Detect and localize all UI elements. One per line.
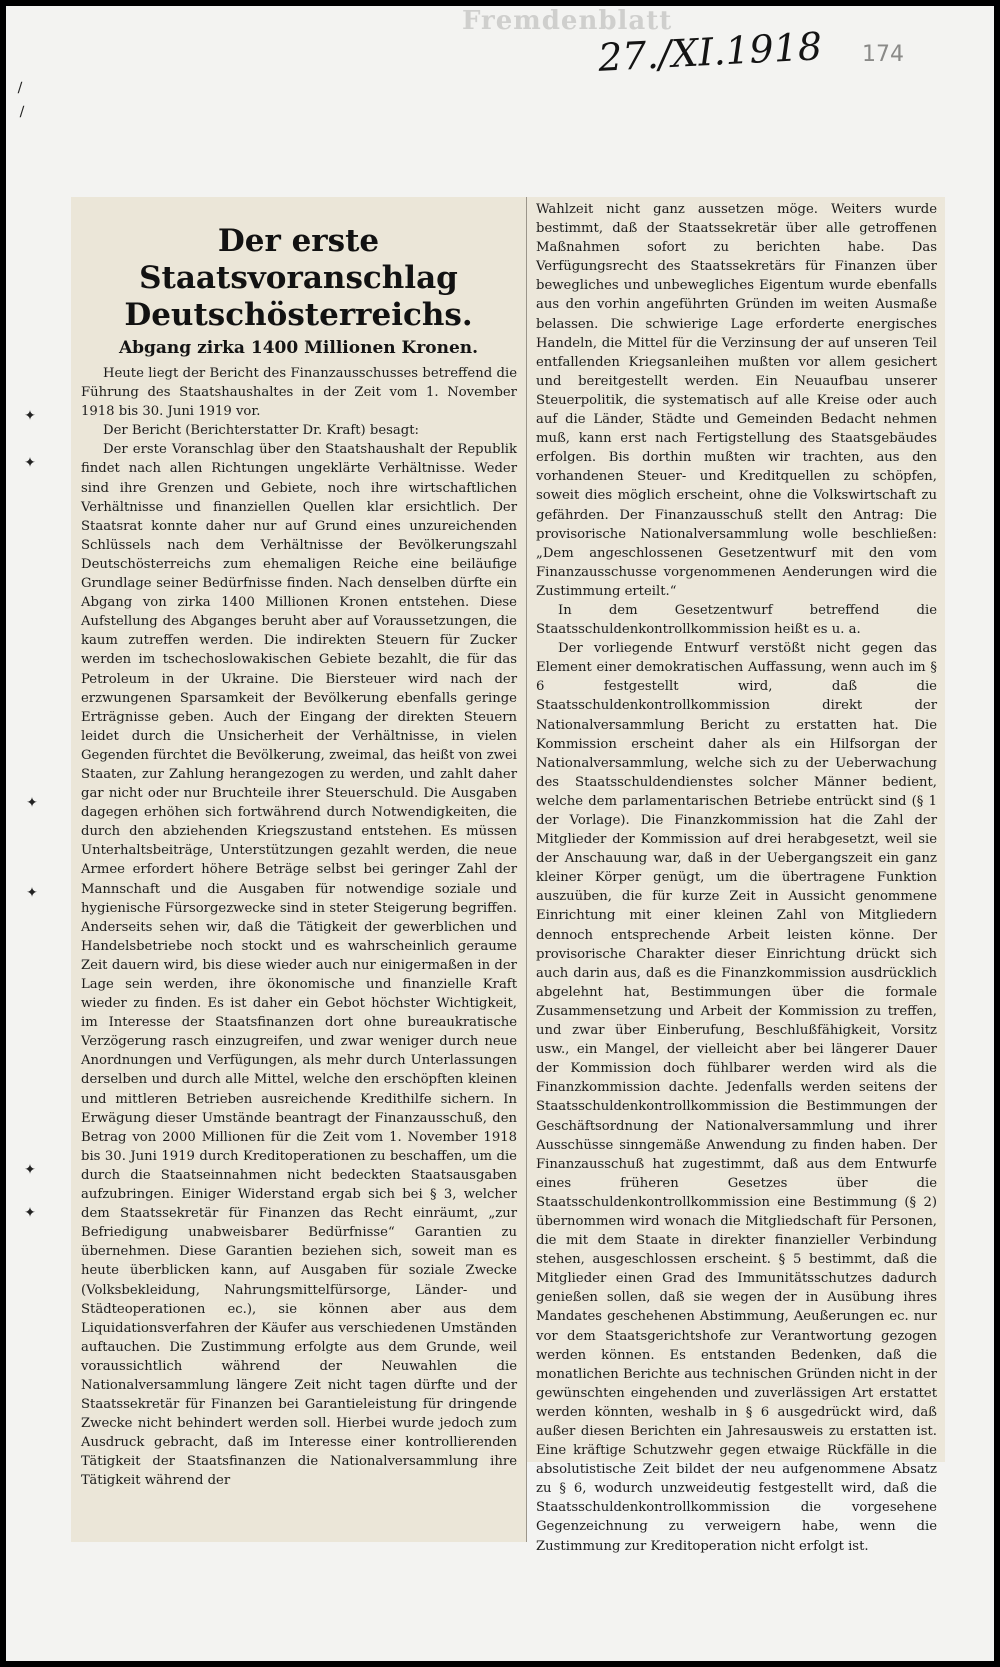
punch-mark-icon: ∕	[19, 104, 25, 120]
punch-mark-icon: ✦	[24, 455, 36, 471]
paragraph: Der erste Voranschlag über den Staatshaushalt der Republik findet nach allen Richtungen ungeklärte Verhältnisse. Weder sind ihre Grenzen und Gebiete, noch ihre wirtschaftlichen Verhältnisse und finanziellen Quellen klar ersichtlich. Der Staatsrat konnte daher nur auf Grund eines unzureichenden Schlüssels nach dem Verhältnisse der Bevölkerungszahl Deutschösterreichs zum ehemaligen Reiche eine beiläufige Grundlage seiner Bedürfnisse finden. Nach denselben dürfte ein Abgang von zirka 1400 Millionen Kronen entstehen. Diese Aufstellung des Abganges beruht aber auf Voraussetzungen, die kaum zutreffen werden. Die indirekten Steuern für Zucker werden im tschechoslowakischen Gebiete bezahlt, die für das Petroleum in der Ukraine. Die Biersteuer wird nach der erzwungenen Sparsamkeit der Bevölkerung ebenfalls geringe Erträgnisse geben. Auch der Eingang der direkten Steuern leidet durch die Unsicherheit der Verhältnisse, in vielen Gegenden fürchtet die Bevölkerung, zweimal, das heißt von zwei Staaten, zur Zahlung herangezogen zu werden, und zahlt daher gar nicht oder nur Bruchteile ihrer Steuerschuld. Die Ausgaben dagegen erhöhen sich fortwährend durch Notwendigkeiten, die durch den abziehenden Kriegszustand entstehen. Es müssen Unterhaltsbeiträge, Unterstützungen gezahlt werden, die neue Armee erfordert höhere Beträge selbst bei geringer Zahl der Mannschaft und die Ausgaben für notwendige soziale und hygienische Fürsorgezwecke sind in steter Steigerung begriffen. Anderseits sehen wir, daß die Tätigkeit der gewerblichen und Handelsbetriebe noch stockt und es wahrscheinlich geraume Zeit dauern wird, bis diese wieder auch nur einigermaßen in der Lage sein werden, ihre ökonomische und finanzielle Kraft wieder zu finden. Es ist daher ein Gebot höchster Wichtigkeit, im Interesse der Staatsfinanzen dort ohne bureaukratische Verzögerung rasch einzugreifen, und zwar weniger durch neue Anordnungen und Verfügungen, als mehr durch Unterlassungen derselben und durch alle Mittel, welche den erschöpften kleinen und mittleren Betrieben ausreichende Kredithilfe sichern. In Erwägung dieser Umstände beantragt der Finanzausschuß, den Betrag von 2000 Millionen für die Zeit vom 1. November 1918 bis 30. Juni 1919 durch Kreditoperationen zu beschaffen, um die durch die Staatseinnahmen nicht bedeckten Staatsausgaben aufzubringen. Einiger Widerstand ergab sich bei § 3, welcher dem Staatssekretär für Finanzen das Recht einräumt, „zur Befriedigung unabweisbarer Bedürfnisse“ Garantien zu übernehmen. Diese Garantien beziehen sich, soweit man es heute überblicken kann, auf Ausgaben für soziale Zwecke (Volksbekleidung, Nahrungsmittelfürsorge, Länder- und Städteoperationen ec.), sie können aber aus dem Liquidationsverfahren der Käufer aus verschiedenen Umständen auftauchen. Die Zustimmung erfolgte aus dem Grunde, weil voraussichtlich während der Neuwahlen die Nationalversammlung längere Zeit nicht tagen dürfte und der Staatssekretär für Finanzen bei Garantieleistung für dringende Zwecke nicht behindert werden soll. Hierbei wurde jedoch zum Ausdruck gebracht, daß im Interesse einer kontrollierenden Tätigkeit der Staatsfinanzen die Nationalversammlung ihre Tätigkeit während der	[81, 442, 517, 1489]
punch-mark-icon: ✦	[24, 408, 36, 424]
newspaper-clipping	[71, 197, 945, 1554]
punch-mark-icon: ∕	[17, 80, 23, 96]
paragraph: In dem Gesetzentwurf betreffend die Staatsschuldenkontrollkommission heißt es u. a.	[536, 602, 937, 638]
article-headline: Der erste Staatsvoranschlag Deutschösterreichs.	[124, 223, 473, 333]
newspaper-masthead: Fremdenblatt	[462, 6, 673, 36]
punch-mark-icon: ✦	[26, 885, 38, 901]
archive-page-number: 174	[862, 42, 904, 67]
punch-mark-icon: ✦	[24, 1162, 36, 1178]
punch-mark-icon: ✦	[26, 795, 38, 811]
paragraph: Der vorliegende Entwurf verstößt nicht gegen das Element einer demokratischen Auffassung, wenn auch im § 6 festgestellt wird, daß die Staatsschuldenkontrollkommission direkt der Nationalversammlung Bericht zu erstatten hat. Die Kommission erscheint daher als ein Hilfsorgan der Nationalversammlung, welche sich zu der Ueberwachung des Staatsschuldendienstes solcher Männer bedient, welche dem parlamentarischen Betriebe entrückt sind (§ 1 der Vorlage). Die Finanzkommission hat die Zahl der Mitglieder der Kommission auf drei herabgesetzt, weil sie der Anschauung war, daß in der Uebergangszeit ein ganz kleiner Körper genügt, um die übertragene Funktion auszuüben, die für kurze Zeit in Aussicht genommene Einrichtung mit einer kleinen Zahl von Mitgliedern dennoch entsprechende Arbeit leisten könne. Der provisorische Charakter dieser Einrichtung drückt sich auch darin aus, daß es die Finanzkommission ausdrücklich abgelehnt hat, Bestimmungen über die formale Zusammensetzung und Arbeit der Kommission zu treffen, und zwar über Einberufung, Beschlußfähigkeit, Vorsitz usw., ein Mangel, der vielleicht aber bei längerer Dauer der Kommission doch fühlbarer werden wird als die Finanzkommission dachte. Jedenfalls werden seitens der Staatsschuldenkontrollkommission die Bestimmungen der Geschäftsordnung der Nationalversammlung und ihrer Ausschüsse sinngemäße Anwendung zu finden haben. Der Finanzausschuß hat zugestimmt, daß aus dem Entwurfe eines früheren Gesetzes über die Staatsschuldenkontrollkommission eine Bestimmung (§ 2) übernommen wird wonach die Mitgliedschaft für Personen, die mit dem Staate in direkter finanzieller Verbindung stehen, ausgeschlossen erscheint. § 5 bestimmt, daß die Mitglieder einen Grad des Immunitätsschutzes dadurch genießen sollen, daß sie wegen der in Ausübung ihres Mandates geschehenen Abstimmung, Aeußerungen ec. nur vor dem Staatsgerichtshofe zur Verantwortung gezogen werden können. Es entstanden Bedenken, daß die monatlichen Berichte aus technischen Gründen nicht in der gewünschten eingehenden und zuverlässigen Art erstattet werden könnten, weshalb in § 6 ausgedrückt wird, daß außer diesen Berichten ein Jahresausweis zu erstatten ist. Eine kräftige Schutzwehr gegen etwaige Rückfälle in die absolutistische Zeit bildet der neu aufgenommene Absatz zu § 6, wodurch unzweideutig festgestellt wird, daß die Staatsschuldenkontrollkommission die vorgesehene Gegenzeichnung zu verweigern habe, wenn die Zustimmung zur Kreditoperation nicht erfolgt ist.	[536, 641, 937, 1554]
paragraph: Der Bericht (Berichterstatter Dr. Kraft) besagt:	[103, 423, 419, 439]
article-subheadline: Abgang zirka 1400 Millionen Kronen.	[118, 338, 479, 358]
left-column	[71, 197, 527, 1542]
handwritten-date: 27./XI.1918	[597, 24, 824, 80]
paragraph: Heute liegt der Bericht des Finanzausschusses betreffend die Führung des Staatshaushaltes in der Zeit vom 1. November 1918 bis 30. Juni 1919 vor.	[81, 366, 517, 420]
punch-mark-icon: ✦	[24, 1205, 36, 1221]
paragraph: Wahlzeit nicht ganz aussetzen möge. Weiters wurde bestimmt, daß der Staatssekretär über alle getroffenen Maßnahmen sofort zu berichten habe. Das Verfügungsrecht des Staatssekretärs für Finanzen über bewegliches und unbewegliches Eigentum wurde ebenfalls aus den vorhin angeführten Gründen im weiten Ausmaße belassen. Die schwierige Lage erforderte energisches Handeln, die Mittel für die Verzinsung der auf unseren Teil entfallenden Kriegsanleihen mußten vor allem gesichert und bereitgestellt werden. Ein Neuaufbau unserer Steuerpolitik, die systematisch auf alle Kreise oder auch auf die Länder, Städte und Gemeinden Bedacht nehmen muß, kann erst nach Fertigstellung des Staatsgebäudes erfolgen. Bis dorthin mußten wir trachten, aus den vorhandenen Steuer- und Kreditquellen zu schöpfen, soweit dies möglich erscheint, ohne die Volkswirtschaft zu gefährden. Der Finanzausschuß stellt den Antrag: Die provisorische Nationalversammlung wolle beschließen: „Dem angeschlossenen Gesetzentwurf mit den vom Finanzausschusse vorgenommenen Aenderungen wird die Zustimmung erteilt.“	[536, 202, 937, 599]
right-column	[527, 197, 945, 1554]
